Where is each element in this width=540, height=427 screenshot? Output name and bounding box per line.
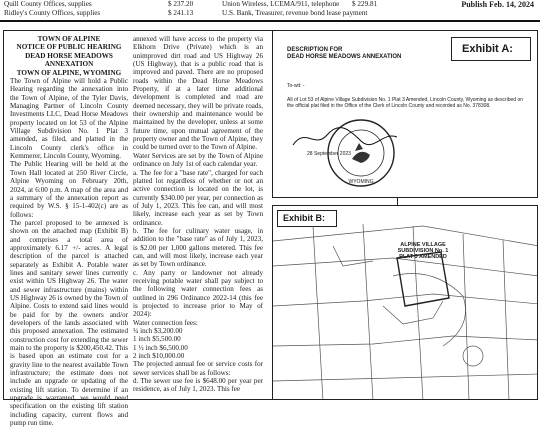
notice-paragraph: a. The fee for a "base rate", charged for each platted lot regardless of whether or not an active connection is located on the lot, is currently $340.00 per year, per connection as of July 1, 2023. This fee can, and will most likely, increase each year as set by Town ordinance. [133,168,263,227]
exhibit-b-panel [272,205,538,400]
notice-paragraph: The Town of Alpine will hold a Public Hearing regarding the annexation into the Town of Alpine, of the Tyler Davis, Managing Partner of Lincoln County Investments LLC, Dead Horse Meadows property located on lot 53 of the Alpine Village Subdivision No. 1 Plat 3 amended, as filed, and platted in the Lincoln County clerk's office in Kemmerer, Lincoln County, Wyoming. [10,77,128,161]
notice-paragraph: 1 inch $5,500.00 [133,335,181,344]
top-strip-row-2: Ridley's County Offices, supplies [4,9,101,17]
notice-column-2 [133,35,263,394]
notice-paragraph: Water Services are set by the Town of Alpine ordinance on July 1st of each calendar year. [133,151,263,169]
subdivision-map [273,206,538,400]
notice-paragraph: The parcel proposed to be annexed is shown on the attached map (Exhibit B) and comprises a total area of approximately 6.17 +/- acres. A legal description of the parcel is attached separately as Exhibit A. Potable water lines and sanitary sewer lines currently exist within US Highway 26. The water and sewer infrastructure (mains) within US Highway 26 is owned by the Town of Alpine. Costs to extend said lines would be paid for by the owners and/or developers of the lands associated with this proposed annexation. The estimated construction cost for extending the sewer main to the property is $200,450.42. This is based upon an estimate cost for a gravity line to the nearest available Town infrastructure; the estimate does not include an upgrade or updating of the existing lift station. To determine if an upgrade is warranted, we would need specification on the existing lift station including capacity, current flows and pump run time. [10,218,128,427]
top-strip-amount-2: $ 241.13 [168,9,194,17]
top-strip-mid-row-1: Union Wireless, LCEMA/911, telephone [222,0,340,8]
top-strip-row-1: Quill County Offices, supplies [4,0,92,8]
notice-paragraph: The Public Hearing will be held at the Town Hall located at 250 River Circle, Alpine Wyoming on February 20th, 2024, at 6:00 p.m. A map of the area and a summary of the annexation report as required by W.S. § 15-1-402(c) are as follows: [10,160,128,219]
section-divider [0,20,540,22]
notice-paragraph: 1 ½ inch $6,500.00 [133,343,188,352]
notice-header-2: NOTICE OF PUBLIC HEARING [16,43,122,52]
notice-header-4: ANNEXATION [44,60,94,69]
exhibit-b-label: Exhibit B: [283,213,325,223]
top-strip-mid-amount-1: $ 229.81 [352,0,378,8]
map-title-3: PLAT 3 AMENDED [399,254,447,260]
notice-paragraph: 2 inch $10,000.00 [133,352,185,361]
signature-mark [291,123,401,153]
top-strip-mid-row-2: U.S. Bank, Treasurer, revenue bond lease payment [222,9,368,17]
notice-paragraph: The projected annual fee or service costs for sewer services shall be as follows: [133,360,263,377]
exhibit-a-to-wit: To-wit: - [287,83,305,89]
exhibit-a-description: All of Lot 53 of Alpine Village Subdivision No. 1 Plat 3 Amended, Lincoln County, Wyoming as described on the official plat filed in the Office of the Clerk of Lincoln County and recorded as No. 378308. [287,97,524,109]
notice-paragraph: Water connection fees: [133,318,198,327]
exhibit-a-title-1: DESCRIPTION FOR [287,47,343,53]
svg-text:WYOMING: WYOMING [348,179,374,185]
exhibit-a-label-box [451,37,531,61]
map-title-2: SUBDIVISION No. 1 [397,248,449,254]
notice-header-3: DEAD HORSE MEADOWS [25,51,113,60]
notice-column-1 [10,35,128,427]
exhibit-a-panel [272,30,538,198]
exhibit-a-title-2: DEAD HORSE MEADOWS ANNEXATION [287,54,402,60]
notice-paragraph: ¾ inch $3,200.00 [133,327,183,336]
top-strip-amount-1: $ 237.20 [168,0,194,8]
exhibit-a-label: Exhibit A: [462,43,513,55]
notice-paragraph: d. The sewer use fee is $648.00 per year per residence, as of July 1, 2023. This fee [133,377,263,394]
notice-paragraph: annexed will have access to the property via Elkhorn Drive (Private) which is an unimproved dirt road and US Highway 26 (US Highway), that is a public road that is improved and paved. There are no proposed roads within the Dead Horse Meadows Property, if at a later time additional development is completed and road are deemed necessary, they will be private roads, their ownership and maintenance would be maintained by the developer, unless at some future time, upon mutual agreement of the property owner and the Town of Alpine, they could be turned over to the Town of Alpine. [133,35,263,152]
exhibit-a-date: 28 September 2023 [307,151,351,157]
top-strip [0,0,540,26]
notice-header-5: TOWN OF ALPINE, WYOMING [16,68,122,77]
notice-header-1: TOWN OF ALPINE [37,35,101,43]
notice-paragraph: b. The fee for culinary water usage, in addition to the "base rate" as of July 1, 2023, is $2.00 per 1,000 gallons metered. This fee can, and will most likely, increase each year as set by Town ordinance. [133,226,263,269]
notice-paragraph: c. Any party or landowner not already receiving potable water shall pay subject to the following water connection fees as outlined in 296 Ordinance 2022-14 (this fee is projected to increase prior to May of 2024): [133,268,263,319]
publish-date: Publish Feb. 14, 2024 [461,0,534,9]
map-title-1: ALPINE VILLAGE [400,242,446,248]
